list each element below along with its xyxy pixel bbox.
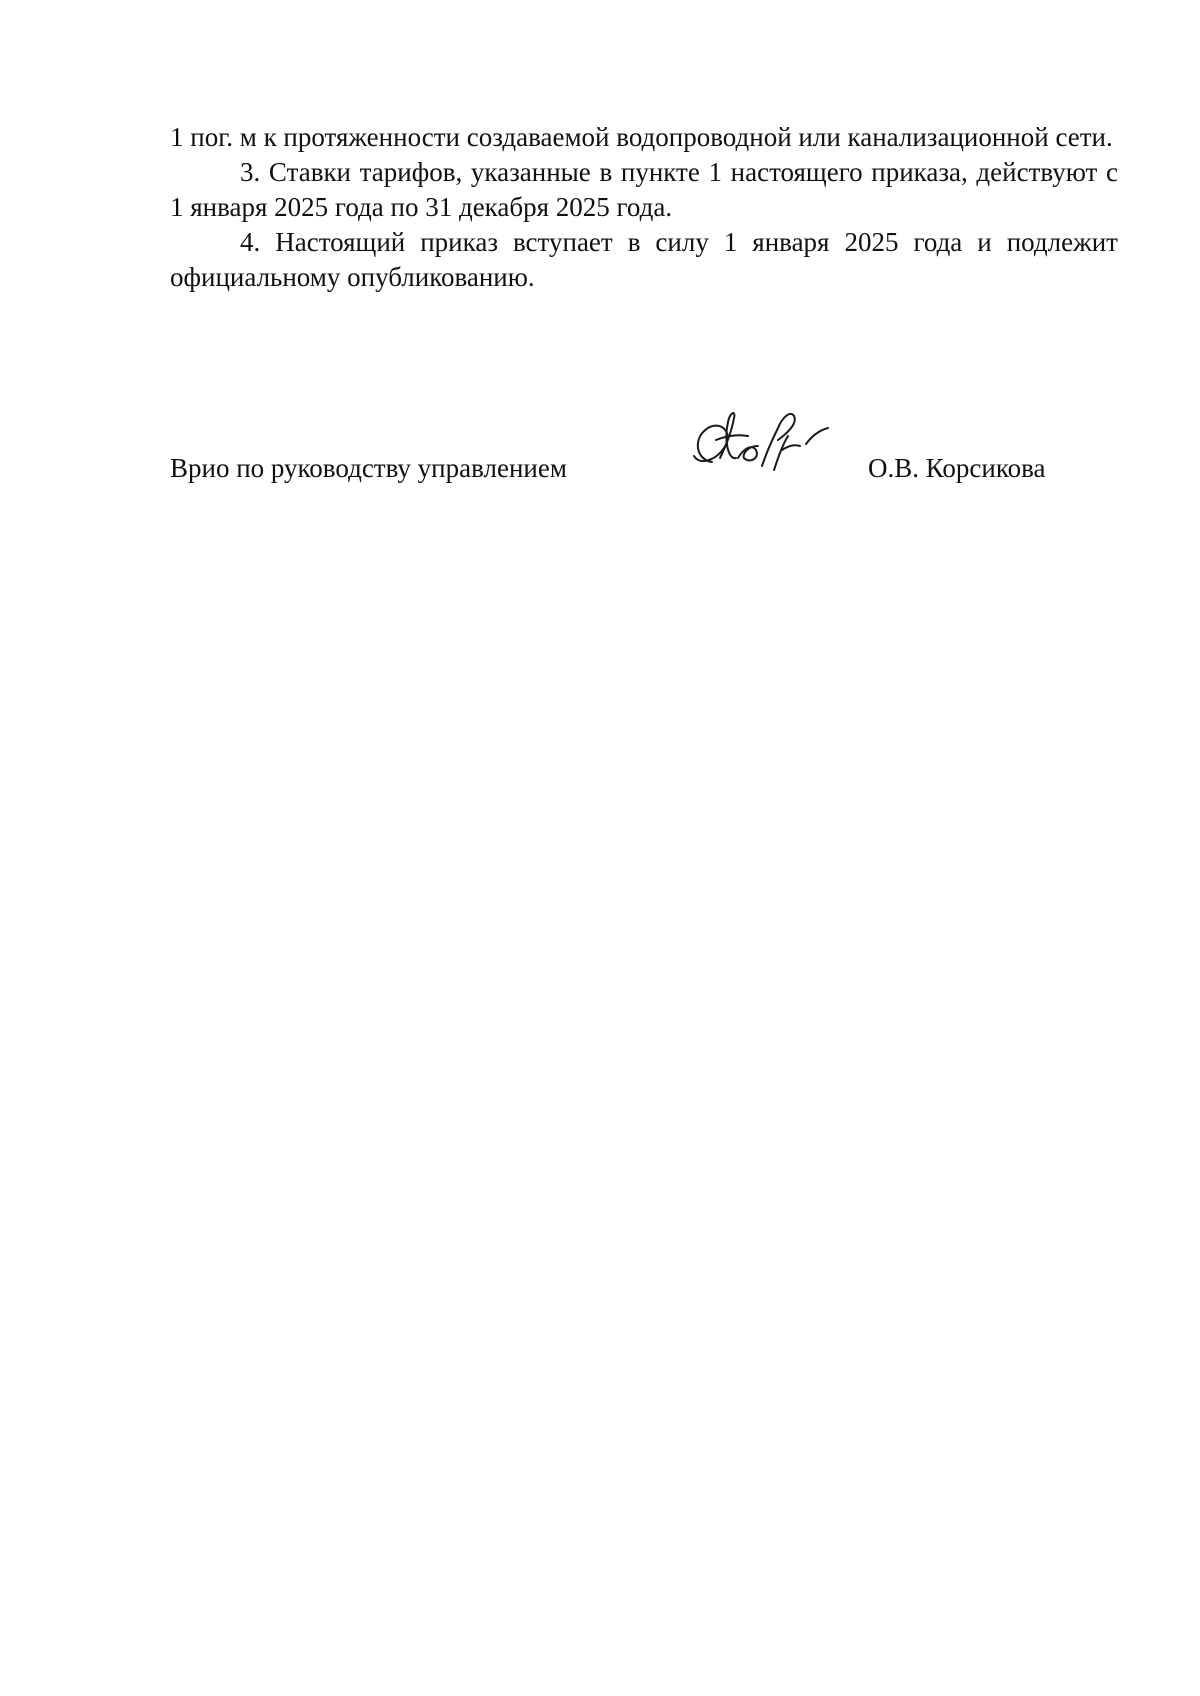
handwritten-signature-icon [682, 400, 842, 500]
signature-block [170, 400, 1118, 510]
paragraph-item-4: 4. Настоящий приказ вступает в силу 1 января 2025 года и подлежит официальному опубликованию. [170, 227, 1118, 292]
paragraph-item-3: 3. Ставки тарифов, указанные в пункте 1 настоящего приказа, действуют с 1 января 2025 года по 31 декабря 2025 года. [170, 157, 1118, 222]
paragraph-continuation: 1 пог. м к протяженности создаваемой водопроводной или канализационной сети. [170, 122, 1113, 152]
document-body [170, 120, 1118, 295]
signer-position: Врио по руководству управлением [170, 453, 567, 483]
signer-name: О.В. Корсикова [868, 453, 1046, 483]
